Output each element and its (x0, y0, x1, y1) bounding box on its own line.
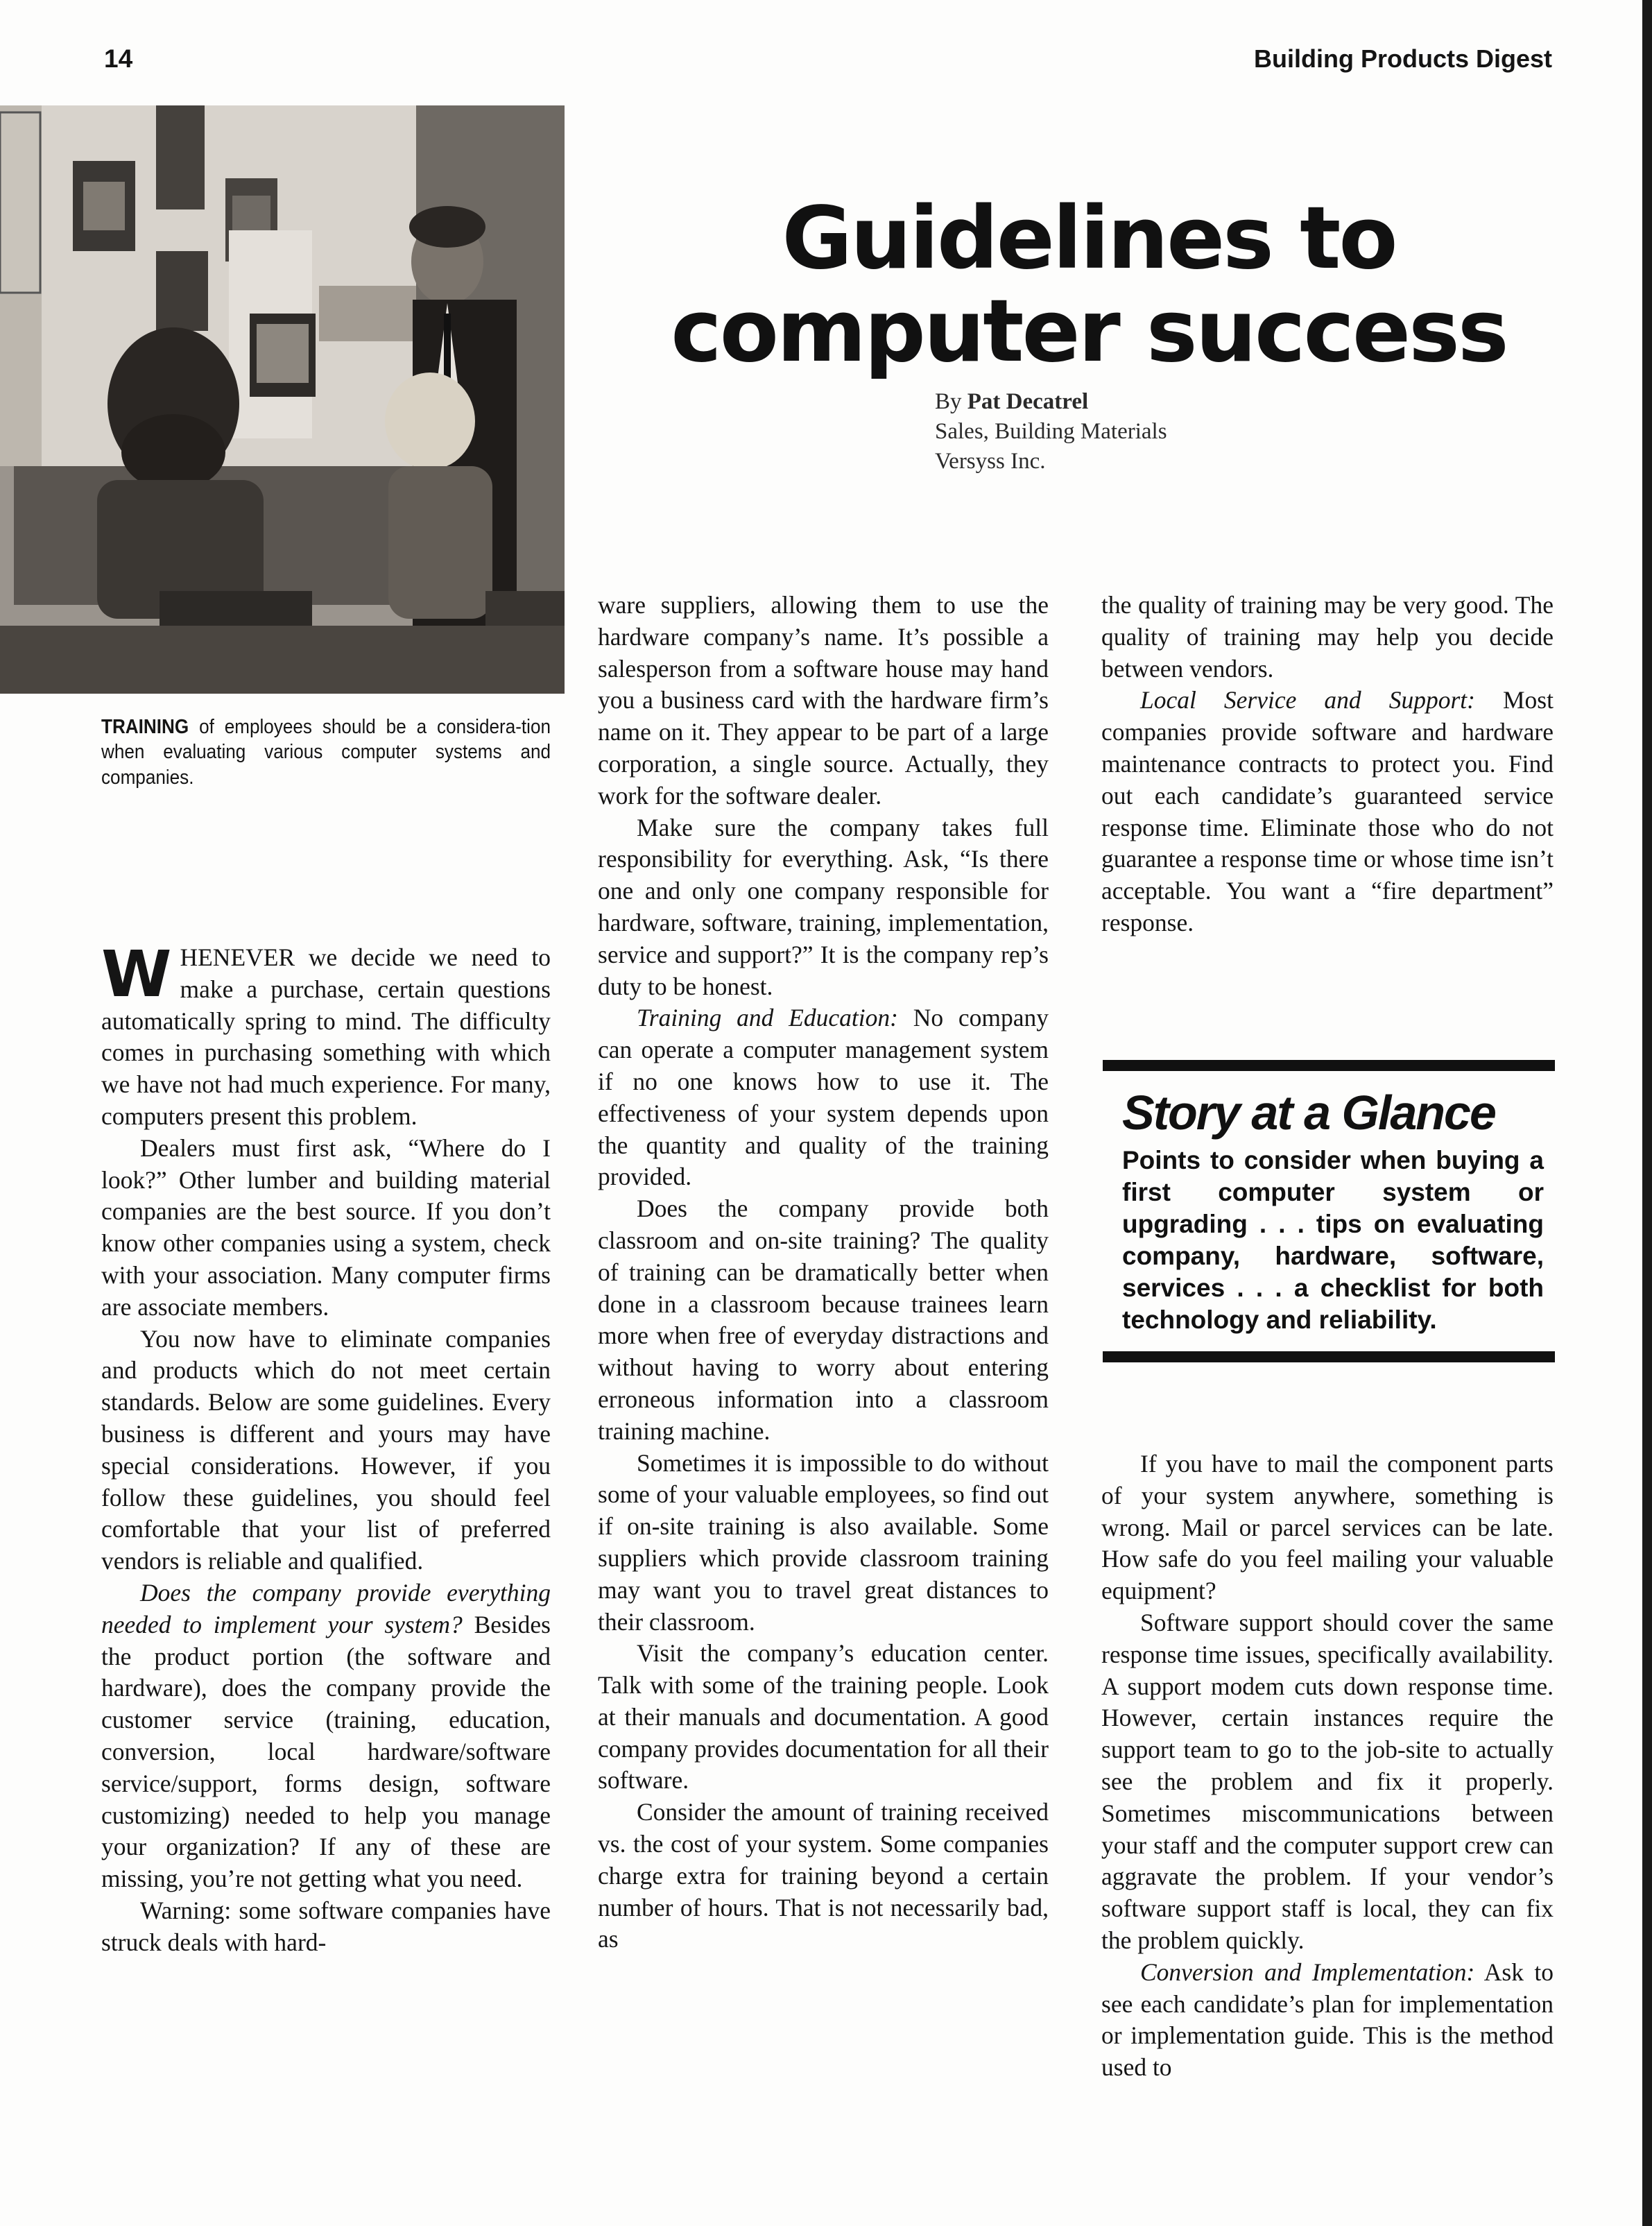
paragraph: Dealers must first ask, “Where do I look?” Other lumber and building material companies are the best source. If you don’t know other companies using a system, check with your association. Many computer firms are associate members. (101, 1133, 551, 1321)
paragraph (598, 1002, 1049, 1193)
page-edge-shadow (1642, 0, 1652, 2226)
caption-lead: TRAINING (101, 716, 189, 738)
byline-title: Sales, Building Materials (935, 418, 1167, 444)
subhead-italic: Local Service and Support: (1140, 686, 1475, 714)
paragraph-text: Besides the product portion (the software and hardware), does the company provide the customer service (training, education, conversion, local hardware/software service/support, forms design, software customizing) needed to help you manage your organization? If any of these are missing, you’re not getting what you need. (101, 1610, 551, 1893)
paragraph (101, 1577, 551, 1895)
glance-text: Points to consider when buying a first computer system or upgrading . . . tips on evaluating company, hardware, software, services . . . a checklist for both technology and reliability. (1122, 1146, 1544, 1334)
paragraph: Consider the amount of training received vs. the cost of your system. Some companies charge extra for training beyond a certain number of hours. That is not necessarily bad, as (598, 1798, 1049, 1953)
byline-company: Versyss Inc. (935, 448, 1046, 474)
caption-text: of employees should be a considera-tion when evaluating various computer systems and companies. (101, 716, 551, 789)
paragraph-text: Ask to see each candidate’s plan for implementation or implementation guide. This is the method used to (1101, 1958, 1554, 2082)
photo-illustration (0, 105, 565, 694)
paragraph-text: Most companies provide software and hardware maintenance contracts to protect you. Find out each candidate’s guaranteed service response time. Eliminate those who do not guarantee a response time or whose time isn’t acceptable. You want a “fire department” response. (1101, 686, 1554, 936)
article-column-3-bottom (1101, 1448, 1554, 2084)
byline-author: Pat Decatrel (967, 389, 1089, 414)
photo-caption (101, 714, 551, 790)
glance-bottom-rule (1103, 1351, 1555, 1362)
article-column-2 (598, 590, 1049, 1955)
drop-cap: W (101, 937, 172, 1011)
paragraph (1101, 1957, 1554, 2084)
article-column-1 (101, 937, 551, 1959)
page-number: 14 (104, 44, 133, 73)
paragraph: Does the company provide both classroom and on-site training? The quality of training can be dramatically better when done in a classroom because trainees learn more when free of everyday distractions and without having to worry about entering erroneous information into a classroom training machine. (598, 1195, 1049, 1445)
article-column-3-top (1101, 590, 1554, 939)
paragraph: Software support should cover the same response time issues, specifically availability. A support modem cuts down response time. However, certain instances require the support team to go to the job-site to actually see the problem and fix it properly. Sometimes miscommunications between your staff and the computer support crew can aggravate the problem. If your vendor’s software support staff is local, they can fix the problem quickly. (1101, 1608, 1554, 1954)
glance-title: Story at a Glance (1122, 1086, 1495, 1140)
paragraph: the quality of training may be very good. The quality of training may help you decide between vendors. (1101, 591, 1554, 683)
paragraph-text: No company can operate a computer management system if no one knows how to use it. The effectiveness of your system depends upon the quantity and quality of the training provided. (598, 1004, 1049, 1191)
byline-by: By (935, 389, 967, 414)
paragraph-text: HENEVER we decide we need to make a purchase, certain questions automatically spring to mind. The difficulty comes in purchasing something with which we have not had much experience. For many, computers present this problem. (101, 943, 551, 1130)
publication-title: Building Products Digest (1253, 44, 1552, 73)
headline-line-1: Guidelines to (782, 189, 1396, 289)
paragraph: Make sure the company takes full responsibility for everything. Ask, “Is there one and only one company responsible for hardware, software, training, implementation, service and support?” It is the company rep’s duty to be honest. (598, 813, 1049, 1000)
glance-top-rule (1103, 1060, 1555, 1071)
byline (935, 387, 1167, 477)
paragraph: ware suppliers, allowing them to use the hardware company’s name. It’s possible a salesperson from a software house may hand you a business card with the hardware firm’s name on it. They appear to be part of a large corporation, a single source. Actually, they work for the software dealer. (598, 591, 1049, 810)
subhead-italic: Conversion and Implementation: (1140, 1958, 1475, 1986)
paragraph: Warning: some software companies have struck deals with hard- (101, 1896, 551, 1956)
subhead-italic: Does the company provide everything needed to implement your system? (101, 1578, 551, 1638)
training-photo (0, 105, 565, 694)
paragraph (1101, 685, 1554, 939)
paragraph: Sometimes it is impossible to do without some of your valuable employees, so find out if on-site training is also available. Some suppliers which provide classroom training may want you to travel great distances to their classroom. (598, 1448, 1049, 1636)
headline-line-2: computer success (671, 281, 1507, 382)
article-headline (603, 189, 1574, 382)
story-at-a-glance-box (1103, 1060, 1555, 1362)
subhead-italic: Training and Education: (637, 1004, 898, 1032)
paragraph: If you have to mail the component parts of your system anywhere, something is wrong. Mail or parcel services can be late. How safe do you feel mailing your valuable equipment? (1101, 1450, 1554, 1605)
paragraph (101, 937, 551, 1133)
paragraph: You now have to eliminate companies and products which do not meet certain standards. Below are some guidelines. Every business is different and yours may have special considerations. However, if you follow these guidelines, you should feel comfortable that your list of preferred vendors is reliable and qualified. (101, 1324, 551, 1575)
paragraph: Visit the company’s education center. Talk with some of the training people. Look at their manuals and documentation. A good company provides documentation for all their software. (598, 1639, 1049, 1795)
